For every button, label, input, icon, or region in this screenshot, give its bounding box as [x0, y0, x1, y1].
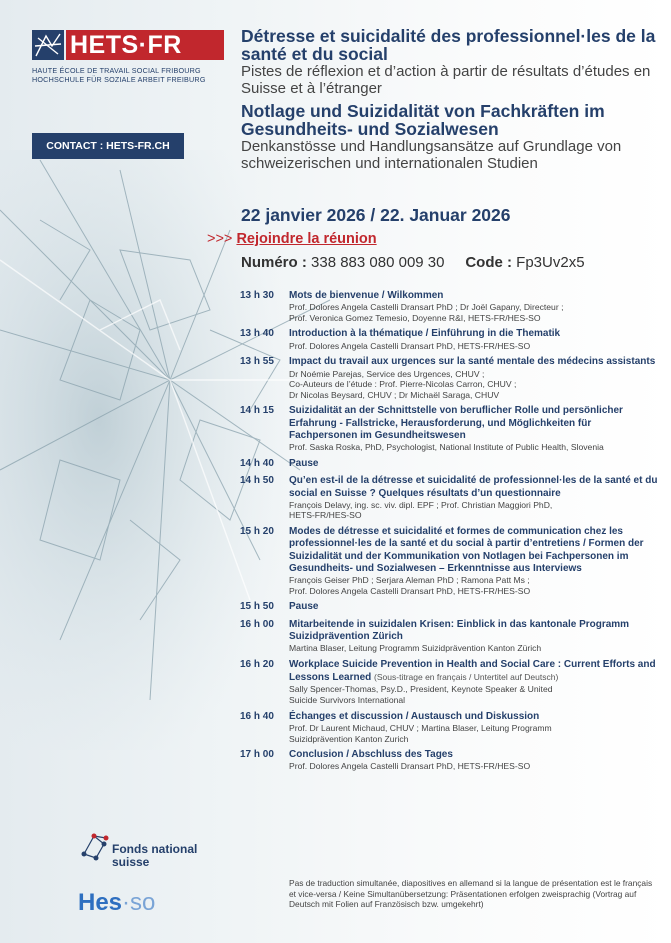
- program-item: [240, 659, 660, 706]
- contact-banner[interactable]: CONTACT : HETS-FR.CH: [32, 133, 184, 159]
- hes-so-part-1: Hes: [78, 889, 123, 916]
- program-time: 17 h 00: [240, 749, 274, 761]
- program-title: Mitarbeitende in suizidalen Krisen: Einblick in das kantonale Programm Suizidprävention Zürich: [289, 618, 630, 642]
- program-speaker-line: Dr Noémie Parejas, Service des Urgences, CHUV ;: [289, 368, 485, 379]
- program-time: 15 h 50: [240, 601, 274, 613]
- program-time: 15 h 20: [240, 526, 274, 538]
- program-item: [240, 475, 660, 521]
- program-title: Qu’en est-il de la détresse et suicidalité de professionnel·les de la santé et du social en Suisse ? Quelques résultats d’un questionnaire: [289, 475, 658, 499]
- program-time: 14 h 40: [240, 457, 274, 469]
- program-speaker-line: Prof. Dolores Angela Castelli Dransart PhD, HETS-FR/HES-SO: [289, 340, 531, 351]
- program-time: 14 h 50: [240, 475, 274, 487]
- program-speaker-line: Sally Spencer-Thomas, Psy.D., President, Keynote Speaker & United: [289, 684, 553, 695]
- program-speaker-line: Prof. Veronica Gomez Temesio, Doyenne R&I, HETS-FR/HES-SO: [289, 312, 541, 323]
- program-speaker-line: Suicide Survivors International: [289, 695, 406, 706]
- logo-tagline: [32, 66, 232, 84]
- meeting-credentials: [241, 254, 585, 271]
- code-label: Code :: [465, 254, 512, 271]
- join-meeting-link[interactable]: Rejoindre la réunion: [236, 231, 377, 247]
- program-title: Suizidalität an der Schnittstelle von beruflicher Rolle und persönlicher Erfahrung - Fallstricke, Herausforderung, und Möglichkeiten für Fachpersonen im Gesundheitswesen: [289, 405, 623, 442]
- hes-so-part-2: so: [130, 889, 156, 916]
- program-title: Impact du travail aux urgences sur la santé mentale des médecins assistants: [289, 356, 656, 368]
- program-speaker-line: Prof. Dolores Angela Castelli Dransart PhD, HETS-FR/HES-SO: [289, 761, 531, 772]
- numero-label: Numéro :: [241, 254, 307, 271]
- join-arrows: >>>: [207, 231, 233, 247]
- translation-note: Pas de traduction simultanée, diapositives en allemand si la langue de présentation est le français et vice-versa / Keine Simultanübersetzung: Präsentationen erfolgen zweisprachig (Vortrag auf Deutsch mit Folien auf Französisch bzw. umgekehrt): [289, 878, 653, 909]
- snf-line-2: suisse: [112, 855, 150, 869]
- program-time: 13 h 55: [240, 356, 274, 368]
- program-list: [240, 290, 660, 772]
- program-speaker-line: Co-Auteurs de l’étude : Prof. Pierre-Nicolas Carron, CHUV ;: [289, 379, 517, 390]
- numero-value: 338 883 080 009 30: [311, 254, 445, 271]
- program-speaker-line: Suizidprävention Kanton Zurich: [289, 733, 409, 744]
- program-item: [240, 526, 660, 596]
- program-title: Pause: [289, 457, 319, 469]
- program-time: 13 h 40: [240, 328, 274, 340]
- program-speaker-line: François Geiser PhD ; Serjara Aleman PhD ; Ramona Patt Ms ;: [289, 575, 530, 586]
- program-time: 14 h 15: [240, 405, 274, 417]
- french-title: Détresse et suicidalité des professionnel·les de la santé et du social: [241, 26, 656, 64]
- program-title: Introduction à la thématique / Einführung in die Thematik: [289, 328, 561, 340]
- hes-so-logo: [78, 889, 155, 917]
- program-title: [289, 659, 660, 685]
- join-meeting: [207, 231, 377, 247]
- french-subtitle: Pistes de réflexion et d’action à partir de résultats d’études en Suisse et à l’étranger: [241, 63, 651, 97]
- program-title: Pause: [289, 601, 319, 613]
- event-date: 22 janvier 2026 / 22. Januar 2026: [241, 205, 511, 225]
- title-block: [241, 27, 661, 172]
- hets-fr-emblem-icon: [32, 30, 64, 60]
- program-title: Modes de détresse et suicidalité et formes de communication chez les professionnel·les de la santé et du social à partir d’entretiens / Formen der Suizidalität und der Kommunikation von Notlagen bei Fachpersonen im Gesundheits- und Sozialwesen – Erkenntnisse aus Interviews: [289, 526, 644, 574]
- program-item: [240, 458, 660, 470]
- german-title: Notlage und Suizidalität von Fachkräften im Gesundheits- und Sozialwesen: [241, 101, 605, 139]
- subtitle-note: (Sous-titrage en français / Untertitel auf Deutsch): [374, 672, 559, 683]
- program-item: [240, 619, 660, 654]
- program-item: [240, 356, 660, 400]
- logo-tagline-fr: HAUTE ÉCOLE DE TRAVAIL SOCIAL FRIBOURG: [32, 66, 201, 75]
- german-subtitle: Denkanstösse und Handlungsansätze auf Grundlage von schweizerischen und internationalen Studien: [241, 138, 622, 172]
- program-title: Échanges et discussion / Austausch und Diskussion: [289, 710, 540, 722]
- program-speaker-line: HETS-FR/HES-SO: [289, 510, 362, 521]
- program-item: [240, 749, 660, 772]
- logo-wordmark: HETS·FR: [66, 30, 224, 60]
- snf-logo-text: [112, 843, 197, 869]
- program-item: [240, 290, 660, 323]
- program-speaker-line: François Delavy, ing. sc. viv. dipl. EPF ; Prof. Christian Maggiori PhD,: [289, 499, 553, 510]
- program-item: [240, 405, 660, 452]
- program-speaker-line: Prof. Dolores Angela Castelli Dransart PhD, HETS-FR/HES-SO: [289, 585, 531, 596]
- program-title-text: Workplace Suicide Prevention in Health and Social Care : Current Efforts and Lessons Learned: [289, 658, 656, 684]
- program-speaker-line: Dr Nicolas Beysard, CHUV ; Dr Michaël Saraga, CHUV: [289, 389, 500, 400]
- hes-so-dot: ·: [122, 889, 131, 916]
- program-item: [240, 711, 660, 744]
- program-time: 16 h 00: [240, 618, 274, 630]
- program-item: [240, 328, 660, 351]
- program-title: Conclusion / Abschluss des Tages: [289, 749, 453, 761]
- program-speaker-line: Prof. Saska Roska, PhD, Psychologist, National Institute of Public Health, Slovenia: [289, 442, 604, 453]
- program-item: [240, 601, 660, 613]
- program-time: 16 h 20: [240, 658, 274, 670]
- logo-tagline-de: HOCHSCHULE FÜR SOZIALE ARBEIT FREIBURG: [32, 75, 206, 84]
- program-time: 13 h 30: [240, 290, 274, 301]
- program-speaker-line: Martina Blaser, Leitung Programm Suizidprävention Kanton Zürich: [289, 643, 542, 654]
- snf-line-1: Fonds national: [112, 842, 198, 856]
- program-title: Mots de bienvenue / Wilkommen: [289, 290, 444, 301]
- code-value: Fp3Uv2x5: [516, 254, 585, 271]
- program-speaker-line: Prof. Dolores Angela Castelli Dransart PhD ; Dr Joël Gapany, Directeur ;: [289, 302, 564, 313]
- program-time: 16 h 40: [240, 710, 274, 722]
- program-speaker-line: Prof. Dr Laurent Michaud, CHUV ; Martina Blaser, Leitung Programm: [289, 722, 552, 733]
